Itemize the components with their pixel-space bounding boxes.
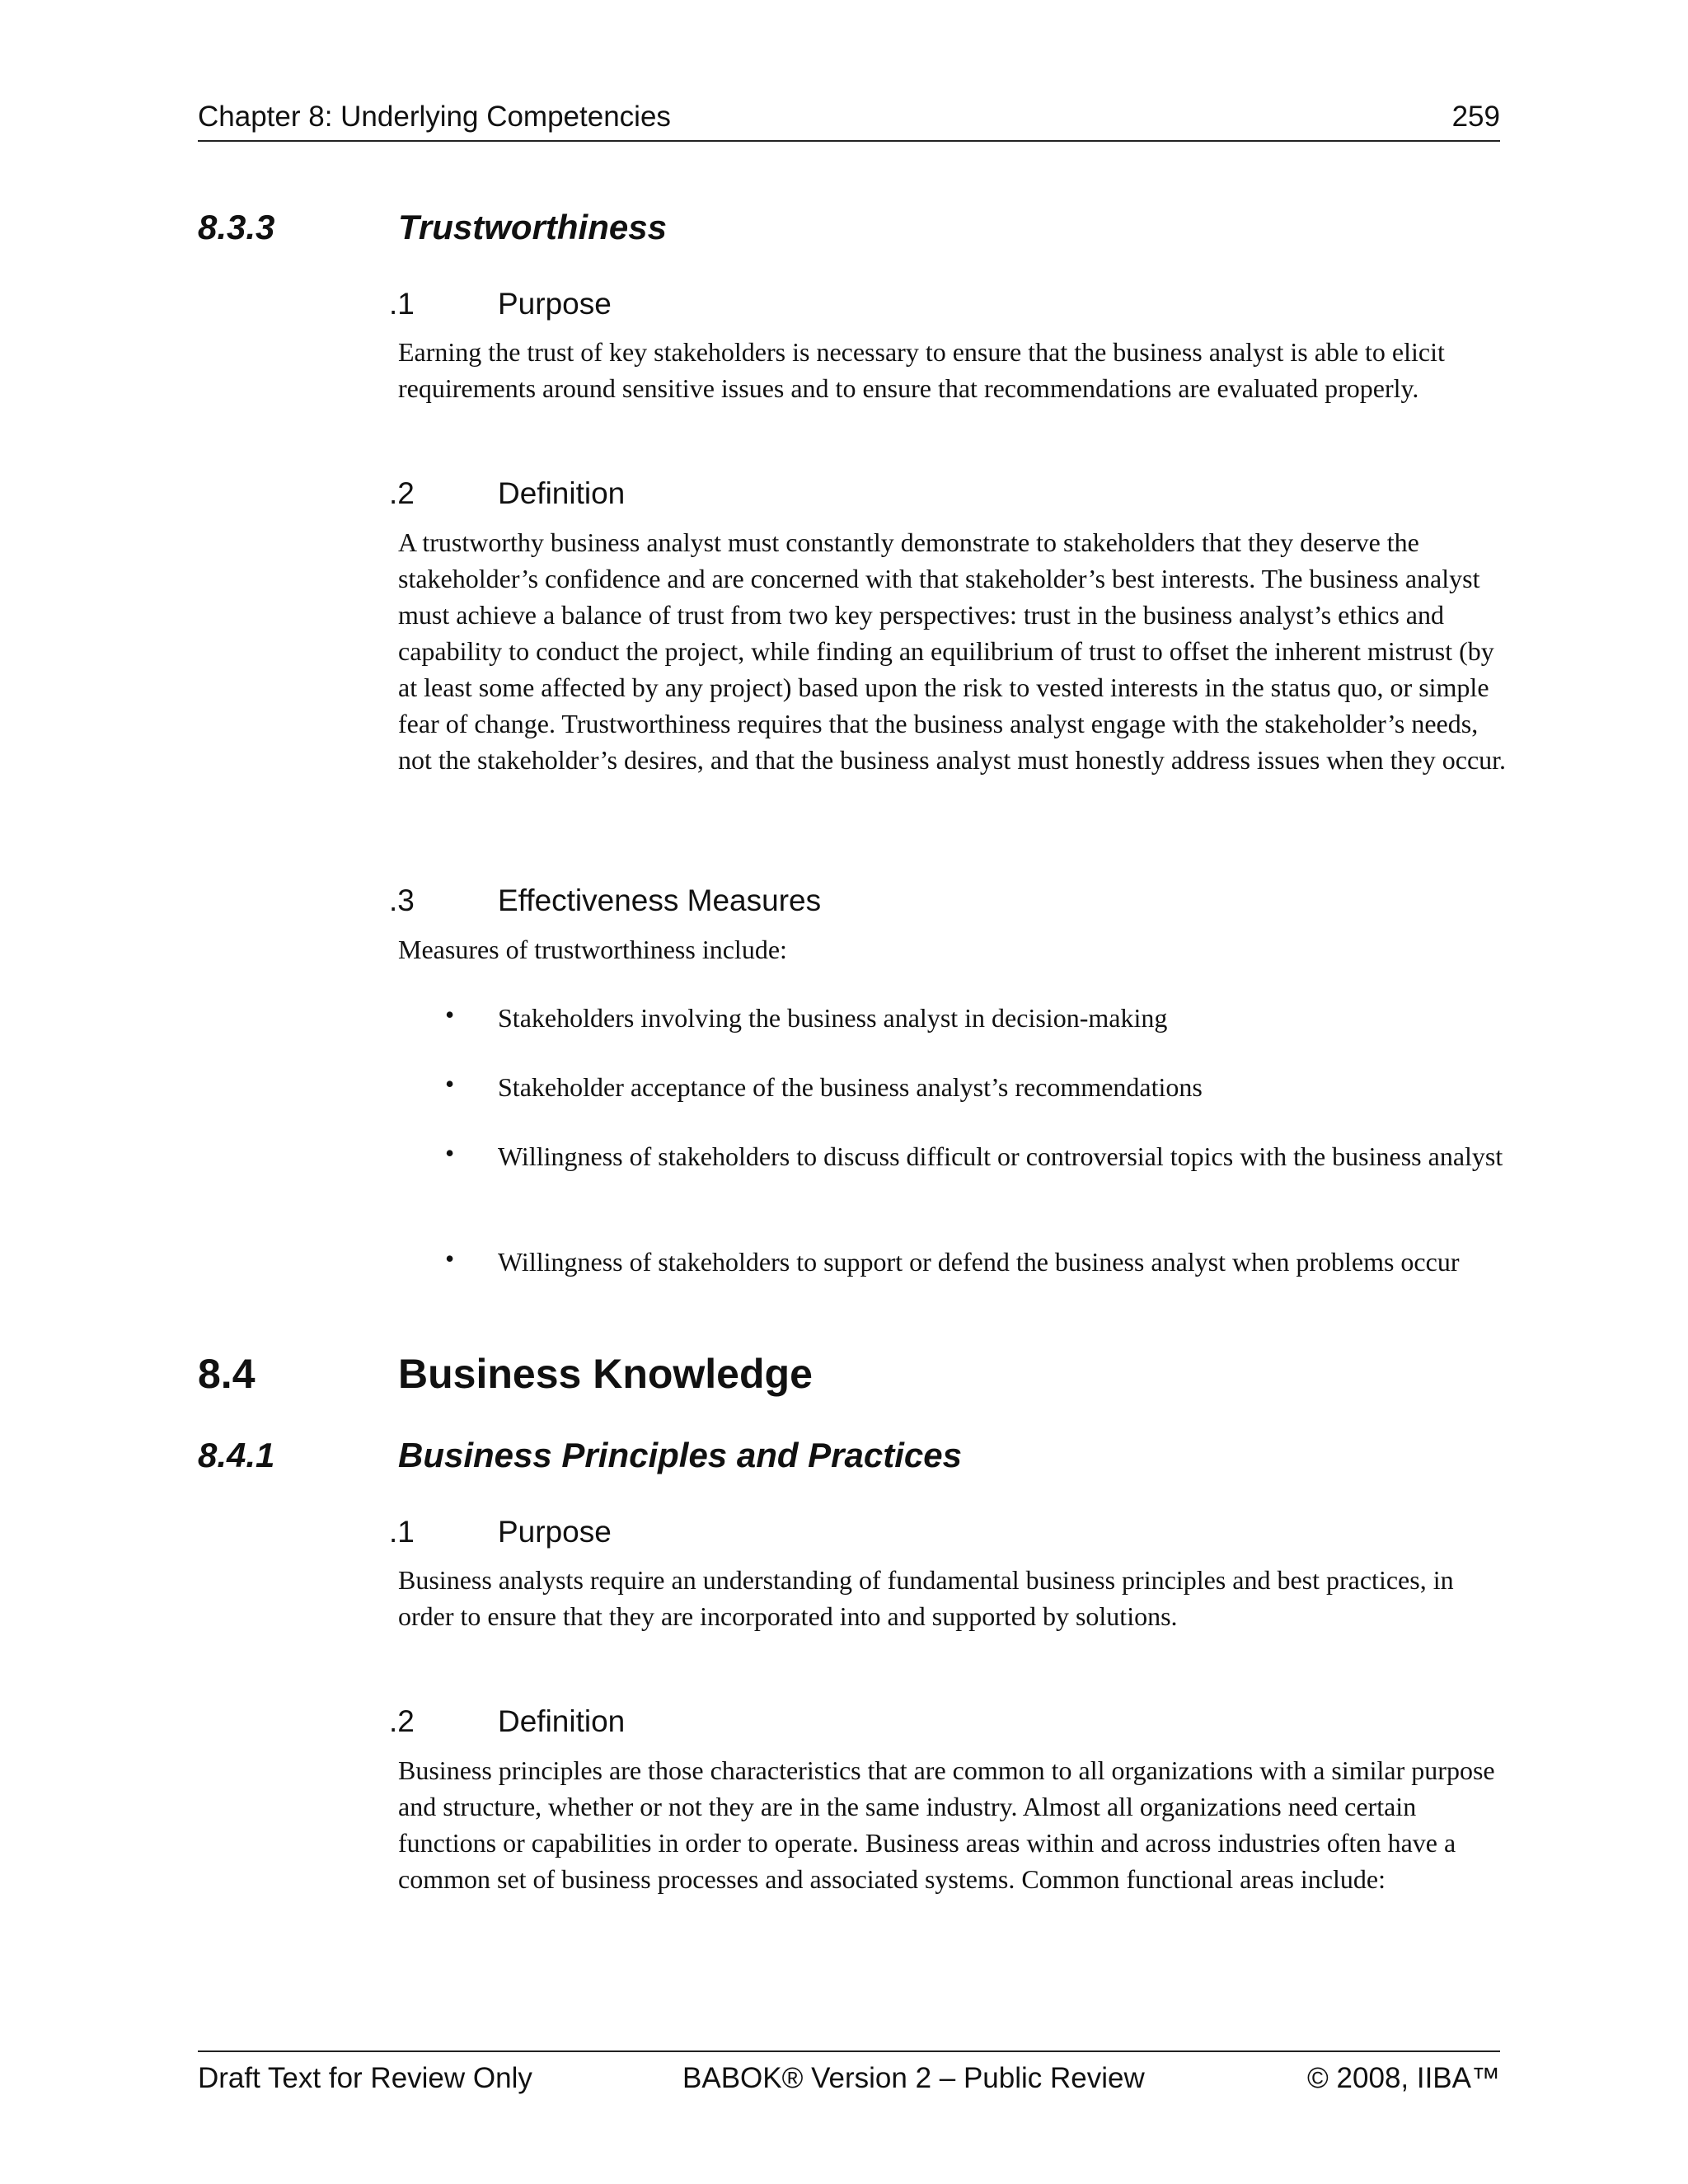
section-number: 8.4	[198, 1351, 256, 1397]
paragraph: Earning the trust of key stakeholders is necessary to ensure that the business analyst is able to elicit requirements around sensitive issues and to ensure that recommendations are evaluated properly.	[398, 337, 1445, 403]
bullet-icon: •	[445, 1138, 455, 1168]
page-number: 259	[1451, 101, 1500, 133]
section-title: Business Principles and Practices	[398, 1436, 962, 1474]
section-number: 8.4.1	[198, 1436, 275, 1474]
subsection-number: .3	[389, 883, 415, 917]
section-title: Trustworthiness	[398, 208, 667, 246]
chapter-title: Chapter 8: Underlying Competencies	[198, 101, 671, 133]
section-title: Business Knowledge	[398, 1351, 813, 1397]
footer-version: BABOK® Version 2 – Public Review	[682, 2062, 1145, 2094]
paragraph: A trustworthy business analyst must constantly demonstrate to stakeholders that they deserve the stakeholder’s confidence and are concerned with that stakeholder’s best interests. The business analyst must achieve a balance of trust from two key perspectives: trust in the business analyst’s ethics and capability to conduct the project, while finding an equilibrium of trust to offset the inherent mistrust (by at least some affected by any project) based upon the risk to vested interests in the status quo, or simple fear of change. Trustworthiness requires that the business analyst engage with the stakeholder’s needs, not the stakeholder’s desires, and that the business analyst must honestly address issues when they occur.	[398, 527, 1507, 775]
list-item: Willingness of stakeholders to support or defend the business analyst when problems occur	[498, 1247, 1460, 1277]
paragraph: Business analysts require an understanding of fundamental business principles and best practices, in order to ensure that they are incorporated into and supported by solutions.	[398, 1565, 1454, 1631]
footer-copyright: © 2008, IIBA™	[1307, 2062, 1500, 2094]
subsection-title: Definition	[498, 476, 626, 510]
page-footer	[198, 2050, 1500, 2102]
subsection-title: Effectiveness Measures	[498, 883, 822, 917]
subsection-number: .1	[389, 287, 415, 321]
subsection-title: Definition	[498, 1704, 626, 1738]
section-number: 8.3.3	[198, 208, 275, 246]
bullet-icon: •	[445, 1069, 455, 1099]
subsection-number: .2	[389, 476, 415, 510]
bullet-icon: •	[445, 1000, 455, 1029]
page-header	[198, 97, 1500, 142]
subsection-number: .2	[389, 1704, 415, 1738]
subsection-title: Purpose	[498, 1515, 612, 1549]
list-item: Stakeholders involving the business analyst in decision-making	[498, 1003, 1168, 1033]
subsection-title: Purpose	[498, 287, 612, 321]
paragraph: Business principles are those characteristics that are common to all organizations with a similar purpose and structure, whether or not they are in the same industry. Almost all organizations need certain functions or capabilities in order to operate. Business areas within and across industries often have a common set of business processes and associated systems. Common functional areas include:	[398, 1755, 1495, 1894]
bullet-icon: •	[445, 1244, 455, 1273]
list-item: Stakeholder acceptance of the business analyst’s recommendations	[498, 1072, 1203, 1102]
list-item: Willingness of stakeholders to discuss difficult or controversial topics with the business analyst	[498, 1141, 1503, 1171]
paragraph: Measures of trustworthiness include:	[398, 935, 787, 964]
subsection-number: .1	[389, 1515, 415, 1549]
footer-draft-note: Draft Text for Review Only	[198, 2062, 532, 2094]
